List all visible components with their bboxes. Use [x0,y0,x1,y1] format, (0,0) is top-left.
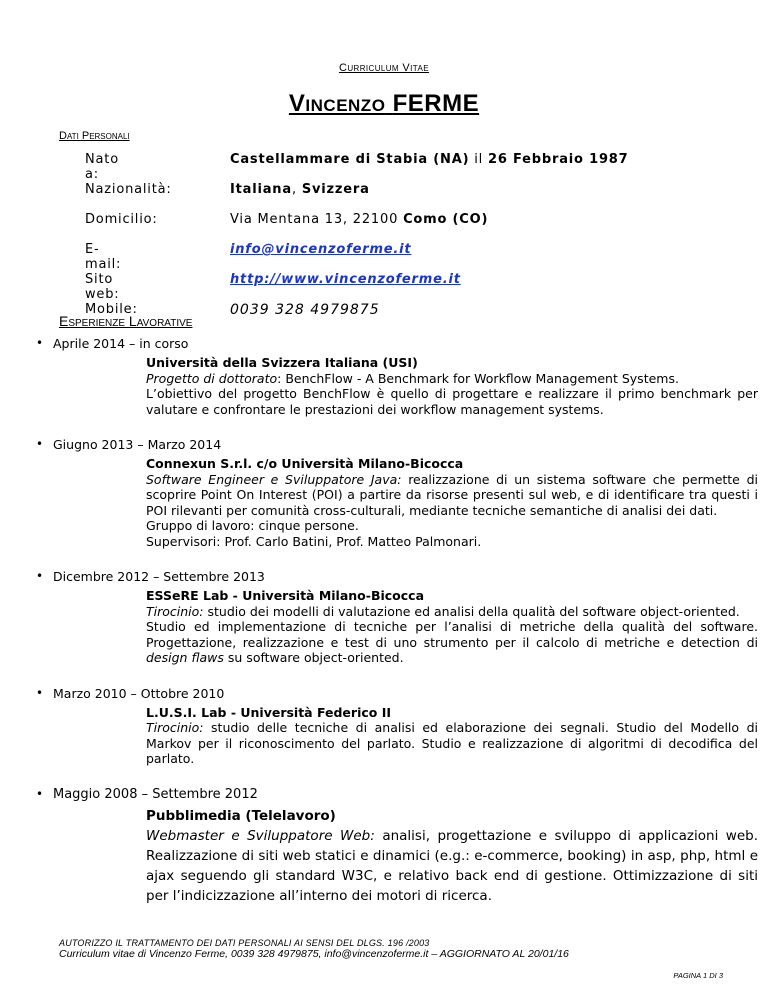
bullet-icon: • [36,786,44,801]
job-date: Dicembre 2012 – Settembre 2013 [53,569,265,584]
person-first-name: Vincenzo [288,90,386,117]
bullet-icon: • [36,569,44,583]
footer-contact-line: Curriculum vitae di Vincenzo Ferme, 0039 328 4979875, info@vincenzoferme.it – AGGIORNATO AL 20/01/16 [59,948,569,960]
job-supervisors: Supervisori: Prof. Carlo Batini, Prof. Matteo Palmonari. [146,533,482,549]
job-details [146,588,758,666]
job-extra: L’obiettivo del progetto BenchFlow è quello di progettare e realizzare il primo benchmark per valutare e confrontare le prestazioni dei workflow management systems. [146,386,758,417]
email-label: E-mail: [85,242,122,272]
job-date: Giugno 2013 – Marzo 2014 [53,437,222,452]
job-organization: Connexun S.r.l. c/o Università Milano-Bicocca [146,456,464,471]
birth-value: Castellammare di Stabia (NA) il 26 Febbraio 1987 [230,152,629,167]
personal-data-heading: Dati Personali [59,130,130,142]
job-date: Maggio 2008 – Settembre 2012 [53,786,258,802]
job-organization: Università della Svizzera Italiana (USI) [146,355,418,370]
job-extra: Studio ed implementazione di tecniche per l’analisi di metriche della qualità del software. Progettazione, realizzazione e test di uno strumento per il calcolo di metriche e detection di design flaws su software object-oriented. [146,619,758,665]
page-number: PAGINA 1 DI 3 [673,971,723,980]
work-experience-list [36,336,759,906]
job-entry [36,685,758,767]
job-description: Software Engineer e Sviluppatore Java: realizzazione di un sistema software che permette di scoprire Point On Interest (POI) a partire da risorse presenti sul web, e di identificare tra questi i POI rilevanti per comunità cross-culturali, mediante tecniche semantiche di analisi dei dati. [146,471,758,518]
birth-label: Nato a: [85,152,119,182]
job-organization: Pubblimedia (Telelavoro) [146,807,336,824]
job-description: Tirocinio: studio dei modelli di valutazione ed analisi della qualità del software object-oriented. [146,603,740,619]
job-organization: L.U.S.I. Lab - Università Federico II [146,704,392,720]
work-experience-heading: Esperienze Lavorative [59,313,193,329]
bullet-icon: • [36,685,44,700]
nationality-label: Nazionalità: [85,182,172,197]
job-description: Webmaster e Sviluppatore Web: analisi, progettazione e sviluppo di applicazioni web. Realizzazione di siti web statici e dinamici (e.g.: e-commerce, booking) in asp, php, html e ajax seguendo gli standard W3C, e relativo back end di gestione. Ottimizzazione di siti per l’indicizzazione all’interno dei motori di ricerca. [146,827,759,904]
mobile-label: Mobile: [85,302,138,317]
domicile-value: Via Mentana 13, 22100 Como (CO) [230,212,489,227]
bullet-icon: • [36,336,44,350]
job-date: Marzo 2010 – Ottobre 2010 [53,685,225,701]
job-organization: ESSeRE Lab - Università Milano-Bicocca [146,588,425,603]
page-footer [59,938,723,980]
job-details [146,806,758,906]
bullet-icon: • [36,437,44,451]
job-entry [36,437,758,549]
website-link[interactable]: http://www.vincenzoferme.it [230,272,461,287]
job-date: Aprile 2014 – in corso [53,336,189,351]
job-entry [36,569,758,666]
job-details [146,456,758,549]
job-description: Tirocinio: studio delle tecniche di analisi ed elaborazione dei segnali. Studio del Modello di Markov per il riconoscimento del parlato. Studio e realizzazione di algoritmi di decodifica del parlato. [146,720,758,766]
email-link[interactable]: info@vincenzoferme.it [230,242,412,257]
document-label: Curriculum Vitae [339,62,429,74]
privacy-notice: AUTORIZZO IL TRATTAMENTO DEI DATI PERSONALI AI SENSI DEL DLGS. 196 /2003 [59,938,430,948]
job-description: Progetto di dottorato: BenchFlow - A Benchmark for Workflow Management Systems. [146,370,679,386]
job-entry [36,336,758,417]
domicile-label: Domicilio: [85,212,158,227]
mobile-value: 0039 328 4979875 [230,302,380,318]
person-name [0,90,768,118]
nationality-value: Italiana, Svizzera [230,182,370,197]
job-details [146,705,758,767]
website-label: Sito web: [85,272,120,302]
job-team: Gruppo di lavoro: cinque persone. [146,518,359,533]
job-details [146,355,758,417]
job-entry [36,786,759,906]
person-last-name: FERME [392,90,480,117]
